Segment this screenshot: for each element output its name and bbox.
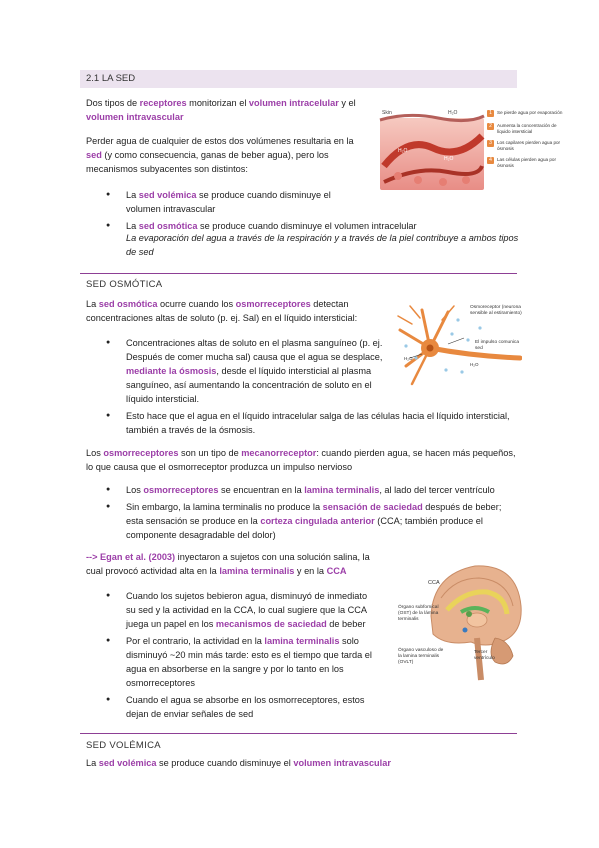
text-run: Los bbox=[126, 485, 144, 495]
legend-number-badge: 3 bbox=[487, 140, 494, 147]
text-run: inyectaron a sujetos con una solución salina, la cual provocó actividad alta en la bbox=[86, 552, 370, 576]
text-run: Concentraciones altas de soluto en el plasma sanguíneo (p. ej. Después de comer mucha sal) causa que el agua se desplace, bbox=[126, 338, 383, 362]
bullet-concentraciones bbox=[106, 336, 386, 406]
legend-number-badge: 1 bbox=[487, 110, 494, 117]
bullet-agua-intracelular bbox=[106, 409, 526, 437]
legend-number-badge: 2 bbox=[487, 123, 494, 130]
skin-legend-list bbox=[487, 110, 567, 175]
text-run: Sin embargo, la lamina terminalis no produce la bbox=[126, 502, 323, 512]
bullet-lamina-terminalis bbox=[106, 483, 516, 497]
para-osmorreceptores bbox=[86, 446, 518, 474]
legend-text: Se pierde agua por evaporación bbox=[497, 110, 563, 115]
highlight-term: mediante la ósmosis bbox=[126, 366, 217, 376]
text-run: La bbox=[86, 758, 99, 768]
text-run: se produce cuando disminuye el volumen intracelular bbox=[197, 221, 417, 231]
bullet-sed-volemica bbox=[106, 188, 366, 216]
brain-label-ost: Órgano subfornical (OST) de la lámina terminalis bbox=[398, 605, 439, 622]
divider-2 bbox=[80, 733, 517, 734]
text-run: (CCA; también produce el componente desagradable del dolor) bbox=[126, 516, 483, 540]
intro-receptores bbox=[86, 96, 366, 124]
bullets-sed-types bbox=[106, 188, 417, 236]
text-run: se produce cuando disminuye el bbox=[156, 758, 294, 768]
legend-text: Las células pierden agua por ósmosis bbox=[497, 157, 556, 168]
text-run: , al lado del tercer ventrículo bbox=[379, 485, 495, 495]
bullet-absorbe bbox=[106, 693, 374, 721]
bullets-egan bbox=[106, 589, 374, 724]
highlight-term: corteza cingulada anterior bbox=[260, 516, 375, 526]
note-evaporacion: La evaporación del agua a través de la respiración y a través de la piel contribuye a ambos tipos de sed bbox=[126, 233, 519, 257]
h2o-mid2: H₂O bbox=[444, 156, 454, 162]
highlight-term: sed osmótica bbox=[138, 221, 198, 231]
h2o-mid: H₂O bbox=[398, 148, 408, 154]
brain-label-ovlt: Órgano vasculoso de la lamina terminalis (OVLT) bbox=[398, 648, 444, 665]
neuron-h2o-right: H₂O bbox=[470, 362, 479, 367]
highlight-term: mecanorreceptor bbox=[241, 448, 317, 458]
highlight-term: lamina terminalis bbox=[264, 636, 340, 646]
highlight-term: volumen intravascular bbox=[293, 758, 391, 768]
para-egan bbox=[86, 550, 386, 578]
h2o-top: H₂O bbox=[448, 110, 458, 116]
text-run: monitorizan el bbox=[186, 98, 249, 108]
brain-label-third-ventricle: Tercer ventrículo bbox=[474, 650, 495, 661]
divider-1 bbox=[80, 273, 517, 274]
bullets-lamina bbox=[106, 483, 516, 545]
section-title-sed-osmotica: SED OSMÓTICA bbox=[86, 279, 163, 290]
highlight-term: sed bbox=[86, 150, 102, 160]
highlight-term: lamina terminalis bbox=[219, 566, 295, 576]
legend-number-badge: 4 bbox=[487, 157, 494, 164]
neuron-label-impulse: El impulso comunica sed bbox=[475, 340, 519, 351]
text-run: Dos tipos de bbox=[86, 98, 140, 108]
text-run: se encuentran en la bbox=[218, 485, 305, 495]
intro-sed-osmotica bbox=[86, 297, 376, 325]
intro-sed-volemica bbox=[86, 756, 486, 770]
text-run: detectan concentraciones altas de soluto (p. ej. Sal) en el líquido intersticial: bbox=[86, 299, 358, 323]
text-run: Esto hace que el agua en el líquido intracelular salga de las células hacia el líquido intersticial, también a través de la ósmosis. bbox=[126, 411, 510, 435]
highlight-term: sed volémica bbox=[98, 758, 157, 768]
text-run: ocurre cuando los bbox=[157, 299, 236, 309]
legend-text: Aumenta la concentración de líquido intersticial bbox=[497, 123, 557, 134]
text-run: Perder agua de cualquier de estos dos volúmenes resultaria en la bbox=[86, 136, 354, 146]
text-run: Cuando los sujetos bebieron agua, disminuyó de inmediato su sed y la actividad en la CCA, lo cual sugiere que la CCA juega un papel en los bbox=[126, 591, 368, 629]
skin-legend-item bbox=[487, 140, 567, 151]
text-run: : cuando pierden agua, se hacen más pequeños, lo que causa que el osmorreceptor produzca un impulso nervioso bbox=[86, 448, 516, 472]
brain-label-cca: CCA bbox=[428, 580, 440, 586]
highlight-term: sensación de saciedad bbox=[322, 502, 423, 512]
text-run: se produce cuando disminuye el volumen intravascular bbox=[126, 190, 331, 214]
text-run: La bbox=[126, 221, 139, 231]
text-run: Los bbox=[86, 448, 104, 458]
neuron-label-osmo: Osmoreceptor (neurona sensible al estiramiento) bbox=[470, 305, 522, 316]
text-run: La bbox=[86, 299, 99, 309]
text-run: de beber bbox=[326, 619, 366, 629]
text-run: y en la bbox=[294, 566, 327, 576]
highlight-term: osmorreceptores bbox=[143, 485, 219, 495]
text-run: son un tipo de bbox=[178, 448, 242, 458]
highlight-term: sed volémica bbox=[138, 190, 197, 200]
text-run: La bbox=[126, 190, 139, 200]
text-run: (y como consecuencia, ganas de beber agua), pero los mecanismos subyacentes son distintos: bbox=[86, 150, 329, 174]
para-perder-agua bbox=[86, 134, 371, 176]
legend-text: Los capilares pierden agua por ósmosis bbox=[497, 140, 561, 151]
skin-legend-item bbox=[487, 110, 567, 117]
bullet-saciedad bbox=[106, 500, 516, 542]
highlight-term: mecanismos de saciedad bbox=[215, 619, 327, 629]
text-run: , desde el líquido intersticial al plasma sanguíneo, así aumentando la concentración de soluto en el líquido intersticial. bbox=[126, 366, 372, 404]
skin-legend-item bbox=[487, 123, 567, 134]
bullet-bebieron bbox=[106, 589, 374, 631]
highlight-term: --> Egan et al. (2003) bbox=[86, 552, 176, 562]
highlight-term: volumen intracelular bbox=[248, 98, 339, 108]
section-title-sed-volemica: SED VOLÉMICA bbox=[86, 740, 161, 751]
highlight-term: lamina terminalis bbox=[304, 485, 380, 495]
skin-legend-item bbox=[487, 157, 567, 168]
section-header-la-sed: 2.1 LA SED bbox=[80, 70, 517, 88]
text-run: Cuando el agua se absorbe en los osmorreceptores, estos dejan de enviar señales de sed bbox=[126, 695, 365, 719]
highlight-term: osmorreceptores bbox=[235, 299, 311, 309]
highlight-term: sed osmótica bbox=[98, 299, 158, 309]
highlight-term: volumen intravascular bbox=[86, 112, 184, 122]
text-run: Por el contrario, la actividad en la bbox=[126, 636, 265, 646]
bullet-por-el-contrario bbox=[106, 634, 374, 690]
text-run: y el bbox=[338, 98, 356, 108]
text-run: después de beber; esta sensación se produce en la bbox=[126, 502, 502, 526]
highlight-term: CCA bbox=[326, 566, 347, 576]
highlight-term: receptores bbox=[139, 98, 187, 108]
skin-label: Skin bbox=[382, 110, 392, 116]
text-run: solo disminuyó ~20 min más tarde: esto es el tiempo que tarda el agua en absorberse en la sangre y por lo tanto en los osmorreceptores bbox=[126, 636, 372, 688]
neuron-h2o-left: H₂O bbox=[404, 356, 413, 361]
highlight-term: osmorreceptores bbox=[103, 448, 179, 458]
